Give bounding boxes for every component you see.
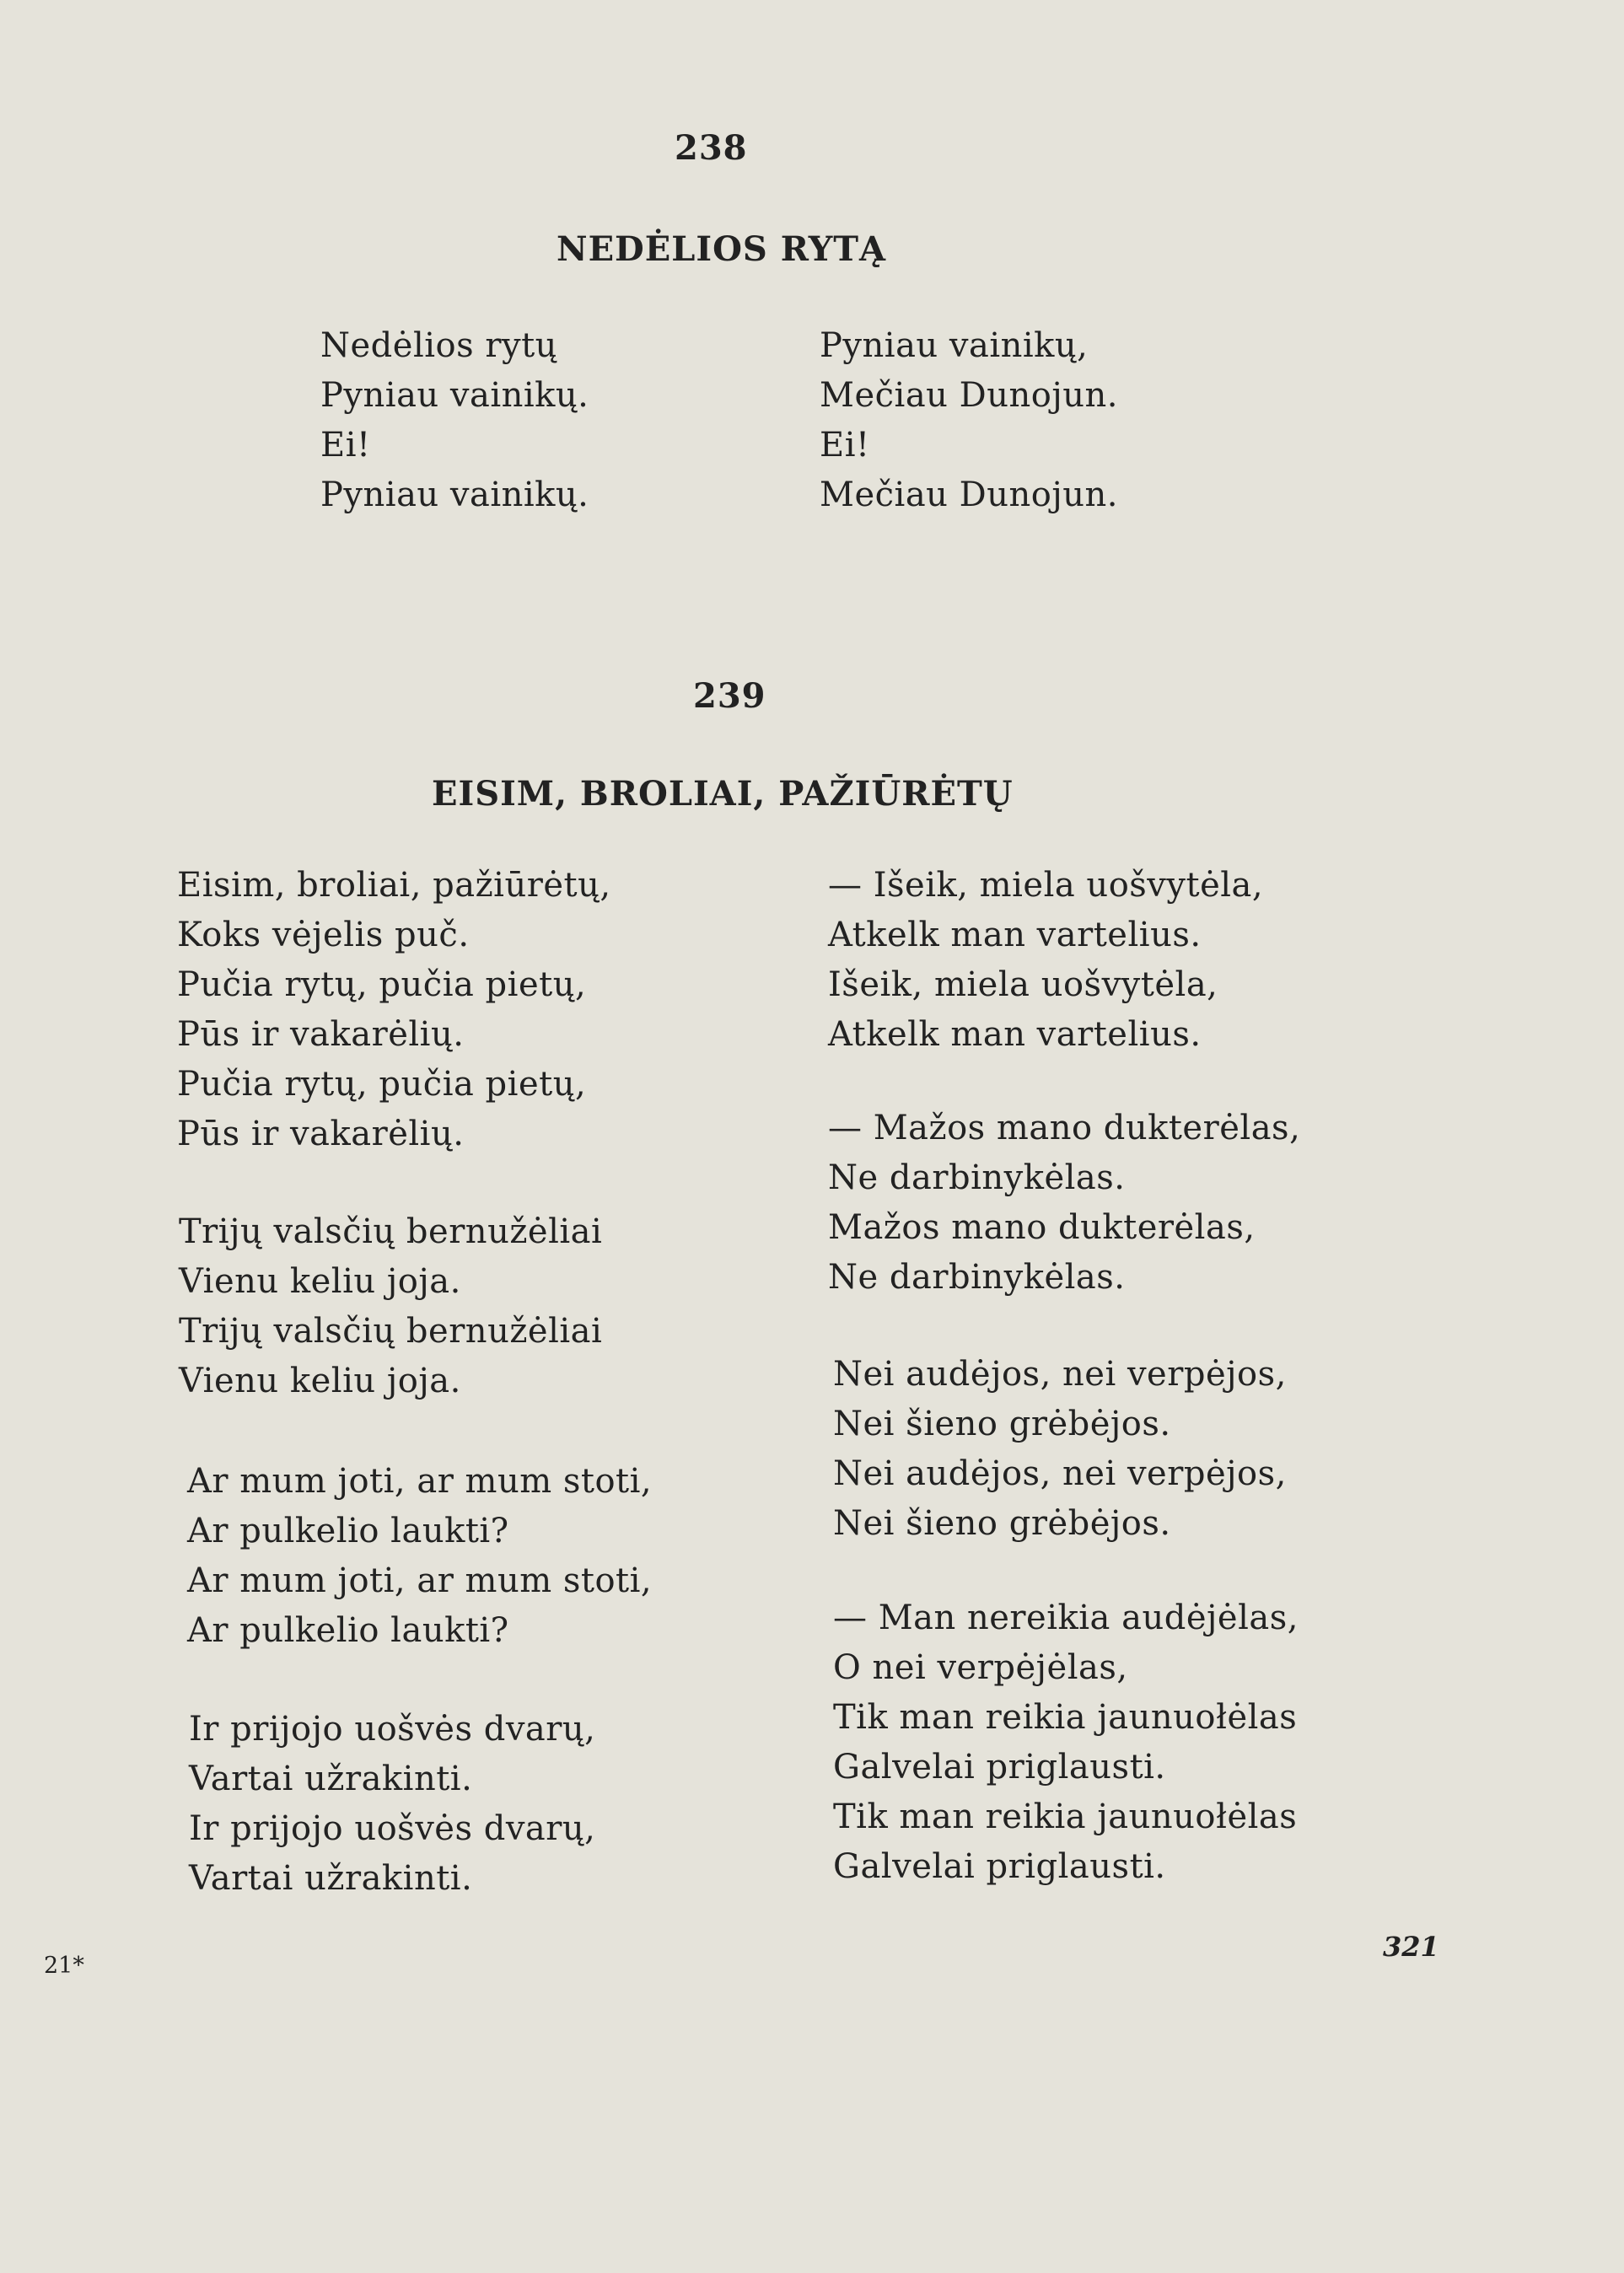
song-239-right-stanza-2: [828, 1104, 1300, 1303]
verse-line: Koks vėjelis puč.: [177, 916, 470, 954]
verse-line: — Mažos mano dukterėlas,: [828, 1109, 1301, 1147]
verse-line: Vienu keliu joja.: [179, 1362, 461, 1400]
verse-line: Galvelai priglausti.: [833, 1847, 1166, 1886]
song-239-left-stanza-1: [177, 861, 611, 1159]
verse-line: Mažos mano dukterėlas,: [828, 1208, 1256, 1247]
verse-line: Nei šieno grėbėjos.: [833, 1405, 1171, 1443]
verse-line: Ei!: [820, 426, 870, 465]
verse-line: Ar pulkelio laukti?: [187, 1512, 509, 1550]
verse-line: Pyniau vainikų,: [820, 326, 1089, 365]
verse-line: O nei verpėjėlas,: [833, 1648, 1128, 1687]
verse-line: Pyniau vainikų.: [320, 476, 589, 514]
verse-line: Ar mum joti, ar mum stoti,: [187, 1462, 653, 1501]
verse-line: Ir prijojo uošvės dvarų,: [189, 1809, 596, 1848]
verse-line: Tik man reikia jaunuołėlas: [833, 1797, 1298, 1836]
verse-line: Tik man reikia jaunuołėlas: [833, 1698, 1298, 1737]
verse-line: Ne darbinykėlas.: [828, 1258, 1126, 1297]
verse-line: Vartai užrakinti.: [189, 1760, 473, 1798]
song-238-left-stanza: [320, 321, 589, 520]
verse-line: Galvelai priglausti.: [833, 1748, 1166, 1787]
verse-line: Pūs ir vakarėlių.: [177, 1115, 465, 1153]
verse-line: Atkelk man vartelius.: [828, 916, 1202, 954]
song-239-left-stanza-3: [187, 1457, 652, 1656]
song-239-right-stanza-1: [828, 861, 1263, 1060]
verse-line: Eisim, broliai, pažiūrėtų,: [177, 866, 611, 905]
verse-line: Vienu keliu joja.: [179, 1262, 461, 1301]
verse-line: Nei audėjos, nei verpėjos,: [833, 1454, 1287, 1493]
song-239-title: EISIM, BROLIAI, PAŽIŪRĖTŲ: [432, 774, 1014, 814]
verse-line: Ir prijojo uošvės dvarų,: [189, 1710, 596, 1749]
verse-line: Ei!: [320, 426, 371, 465]
verse-line: Atkelk man vartelius.: [828, 1015, 1202, 1054]
verse-line: Vartai užrakinti.: [189, 1859, 473, 1898]
verse-line: Ar mum joti, ar mum stoti,: [187, 1561, 653, 1600]
song-239-left-stanza-4: [189, 1705, 595, 1904]
verse-line: Ar pulkelio laukti?: [187, 1611, 509, 1650]
verse-line: Nedėlios rytų: [320, 326, 557, 365]
page-number: 321: [1383, 1931, 1439, 1963]
song-239-right-stanza-4: [833, 1593, 1299, 1892]
song-239-left-stanza-2: [179, 1207, 602, 1406]
verse-line: Ne darbinykėlas.: [828, 1158, 1126, 1197]
song-239-number: 239: [693, 676, 766, 716]
verse-line: Mečiau Dunojun.: [820, 476, 1118, 514]
song-238-number: 238: [675, 128, 748, 168]
verse-line: Trijų valsčių bernužėliai: [179, 1312, 603, 1351]
verse-line: Nei audėjos, nei verpėjos,: [833, 1355, 1287, 1394]
signature-mark: 21*: [44, 1953, 84, 1979]
song-239-right-stanza-3: [833, 1350, 1287, 1549]
verse-line: Mečiau Dunojun.: [820, 376, 1118, 415]
verse-line: — Man nereikia audėjėlas,: [833, 1599, 1299, 1637]
verse-line: Pyniau vainikų.: [320, 376, 589, 415]
verse-line: Trijų valsčių bernužėliai: [179, 1212, 603, 1251]
verse-line: — Išeik, miela uošvytėla,: [828, 866, 1264, 905]
verse-line: Išeik, miela uošvytėla,: [828, 965, 1218, 1004]
verse-line: Pūs ir vakarėlių.: [177, 1015, 465, 1054]
verse-line: Nei šieno grėbėjos.: [833, 1504, 1171, 1543]
song-238-title: NEDĖLIOS RYTĄ: [557, 229, 887, 269]
verse-line: Pučia rytų, pučia pietų,: [177, 1065, 587, 1104]
verse-line: Pučia rytų, pučia pietų,: [177, 965, 587, 1004]
song-238-right-stanza: [820, 321, 1118, 520]
